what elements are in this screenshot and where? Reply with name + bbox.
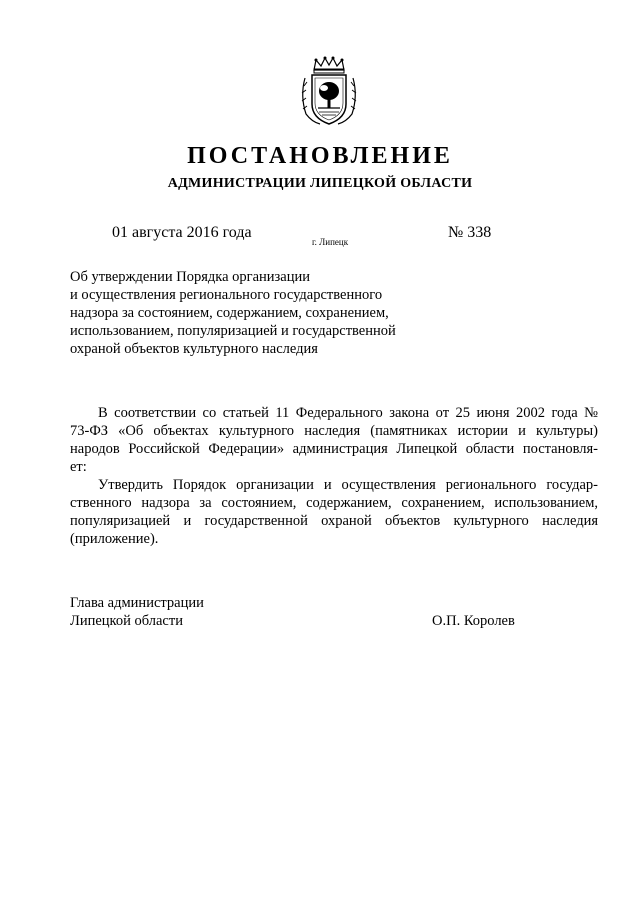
signatory-position-line1: Глава администрации <box>70 595 204 611</box>
subject-line: использованием, популяризацией и государственной <box>70 323 396 339</box>
signatory-name: О.П. Королев <box>432 613 515 629</box>
body-paragraph-resolution <box>70 476 598 548</box>
body-line: популяризацией и государственной охраной объектов культурного наследия <box>70 513 598 529</box>
body-line: ет: <box>70 459 87 475</box>
subject-line: надзора за состоянием, содержанием, сохранением, <box>70 305 389 321</box>
subject-line: охраной объектов культурного наследия <box>70 341 318 357</box>
body-line: народов Российской Федерации» администрация Липецкой области постановля- <box>70 441 598 457</box>
body-line: Утвердить Порядок организации и осуществления регионального государ- <box>98 477 598 493</box>
document-body <box>70 404 598 548</box>
document-title: ПОСТАНОВЛЕНИЕ <box>187 143 453 169</box>
issuing-authority: АДМИНИСТРАЦИИ ЛИПЕЦКОЙ ОБЛАСТИ <box>167 176 473 191</box>
signatory-position-line2: Липецкой области <box>70 613 183 629</box>
document-date: 01 августа 2016 года <box>112 224 252 241</box>
body-line: ственного надзора за состоянием, содержанием, сохранением, использованием, <box>70 495 598 511</box>
signature-block <box>70 594 530 630</box>
subject-line: и осуществления регионального государственного <box>70 287 383 303</box>
document-city: г. Липецк <box>312 237 349 247</box>
body-line: 73-ФЗ «Об объектах культурного наследия (памятниках истории и культуры) <box>70 423 598 439</box>
lipetsk-region-coat-of-arms-icon <box>298 56 360 128</box>
document-number: № 338 <box>448 224 492 241</box>
subject-line: Об утверждении Порядка организации <box>70 269 310 285</box>
body-paragraph-preamble <box>70 404 598 476</box>
document-subject <box>70 268 420 358</box>
body-line: (приложение). <box>70 531 159 547</box>
body-line: В соответствии со статьей 11 Федерального закона от 25 июня 2002 года № <box>98 405 598 421</box>
